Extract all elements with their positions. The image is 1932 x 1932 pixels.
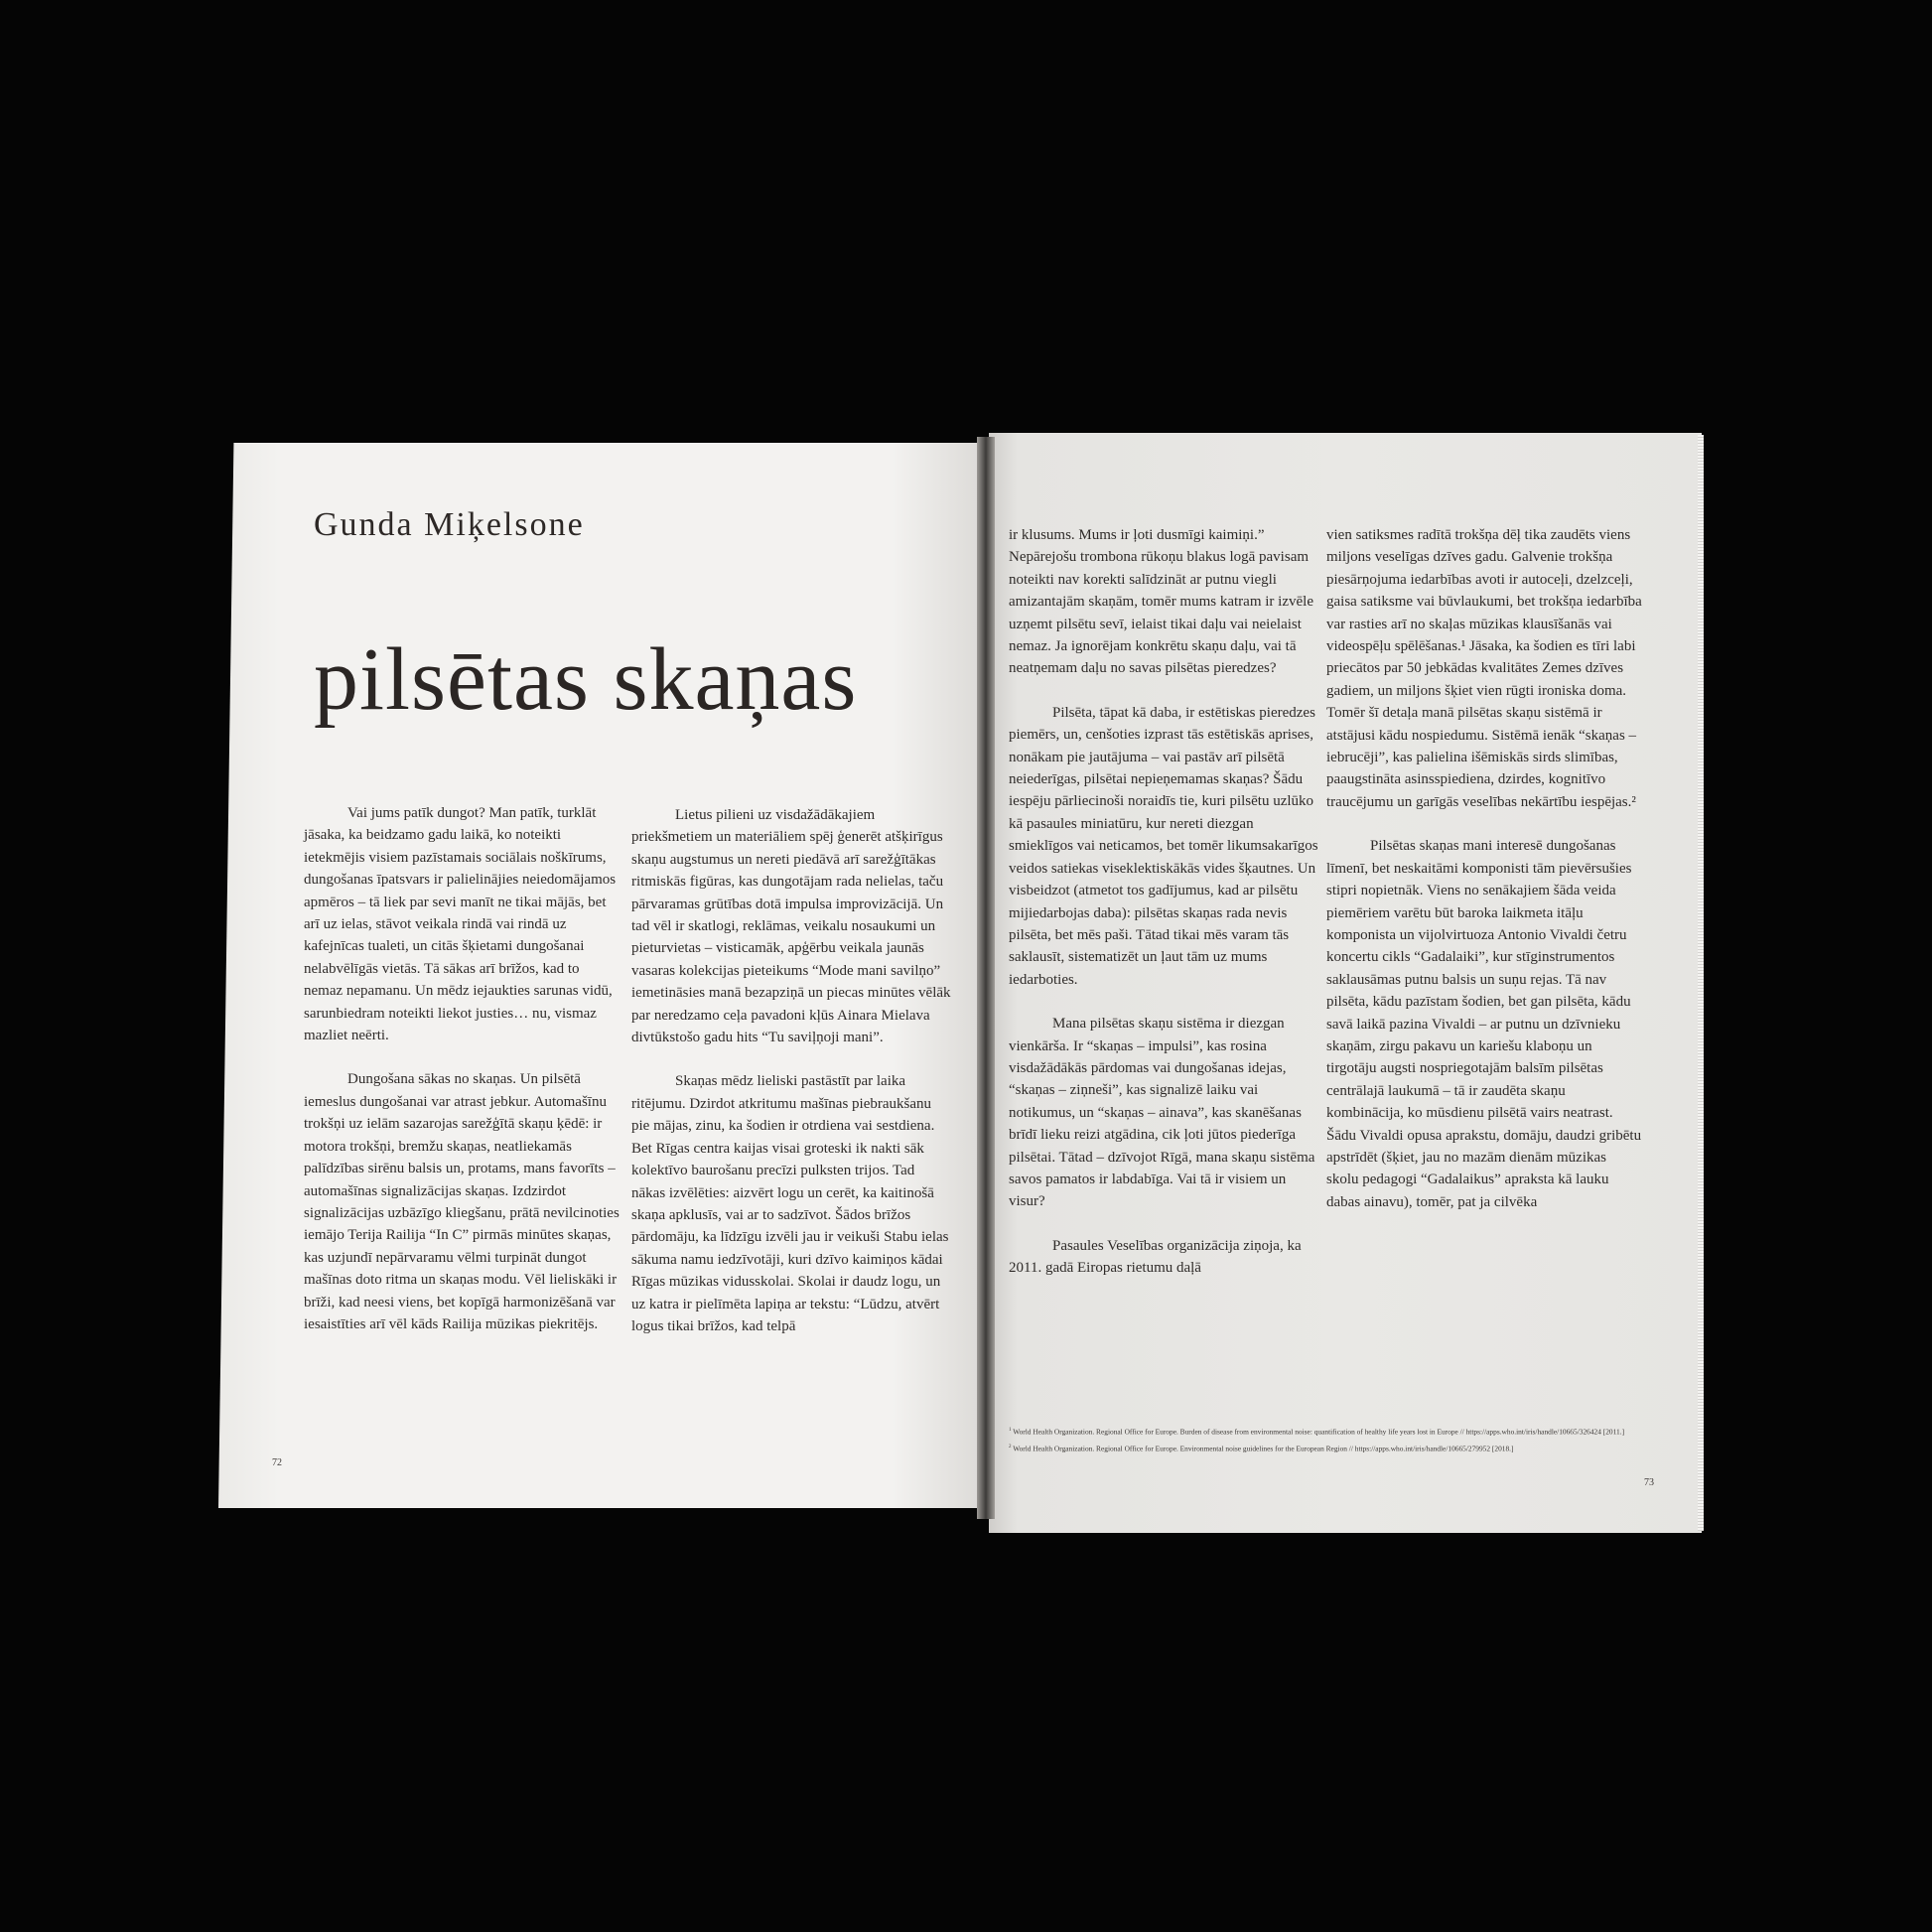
footnotes: [1009, 1426, 1640, 1460]
paragraph: Pilsēta, tāpat kā daba, ir estētiskas pieredzes piemērs, un, cenšoties izprast tās estētiskās aprises, nonākam pie jautājuma – vai pastāv arī pilsētā neiederīgas, pilsētai nepieņemamas skaņas? Šādu iespēju pārliecinoši noraidīs tie, kuri pilsētu uzlūko kā pasaules miniatūru, kur nereti diezgan smieklīgos vai neticamos, bet tomēr likumsakarīgos veidos satiekas viseklektiskākās vides šķautnes. Un visbeidzot (atmetot tos gadījumus, kad ar pilsētu mijiedarbojas daba): pilsētas skaņas rada nevis pilsēta, bet mēs paši. Tātad tikai mēs varam tās saklausīt, sistematizēt un ļaut tām uz mums iedarboties.: [1009, 704, 1318, 988]
paragraph: ir klusums. Mums ir ļoti dusmīgi kaimiņi.” Nepārejošu trombona rūkoņu blakus logā pavisam noteikti nav korekti salīdzināt ar putnu viegli amizantajām skaņām, tomēr mums katram ir izvēle uzņemt pilsētu sevī, ielaist tikai daļu vai neielaist nemaz. Ja ignorējam konkrētu skaņu daļu, vai tā neatņemam daļu no savas pilsētas pieredzes?: [1009, 527, 1313, 677]
paragraph: Dungošana sākas no skaņas. Un pilsētā iemeslus dungošanai var atrast jebkur. Automašīnu trokšņi uz ielām sazarojas sarežģītā skaņu ķēdē: ir motora trokšņi, bremžu skaņas, neatliekamās palīdzības sirēnu balsis un, protams, mans favorīts – automašīnas signalizācijas skaņas. Izdzirdot signalizācijas uzbāzīgo kliegšanu, prātā nevilcinoties iemājo Terija Railija “In C” pirmās minūtes skaņas, kas uzjundī nepārvaramu vēlmi turpināt dungot mašīnas doto ritma un skaņas modu. Vēl lieliskāki ir brīži, kad neesi viens, bet kopīgā harmonizēšanā var iesaistīties arī vēl kāds Railija mūzikas piekritējs.: [304, 1071, 620, 1332]
book-gutter: [977, 437, 995, 1519]
text-column-4: [1326, 524, 1642, 1213]
footnote-mark: 2: [1009, 1445, 1012, 1450]
paragraph: vien satiksmes radītā trokšņa dēļ tika zaudēts viens miljons veselīgas dzīves gadu. Galvenie trokšņa piesārņojuma iedarbības avoti ir autoceļi, dzelzceļi, gaisa satiksme vai būvlaukumi, bet trokšņa iedarbība var rasties arī no skaļas mūzikas klausīšanās vai videospēļu spēlēšanas.¹ Jāsaka, ka šodien es tīri labi priecātos par 50 jebkādas kvalitātes Zemes dzīves gadiem, un miljons šķiet vien rūgti ironiska doma. Tomēr šī detaļa manā pilsētas skaņu sistēmā ir atstājusi kādu nospiedumu. Sistēmā ienāk “skaņas – iebrucēji”, kas palielina išēmiskās sirds slimības, paaugstināta asinsspiediena, dzirdes, kognitīvo traucējumu un garīgās veselības nekārtību iespējas.²: [1326, 527, 1642, 810]
footnote: [1009, 1443, 1640, 1453]
paragraph: Skaņas mēdz lieliski pastāstīt par laika ritējumu. Dzirdot atkritumu mašīnas piebraukšanu pie mājas, zinu, ka šodien ir otrdiena vai sestdiena. Bet Rīgas centra kaijas visai groteski ik nakti sāk kolektīvo baurošanu precīzi pulksten trijos. Tad nākas izvēlēties: aizvērt logu un cerēt, ka kaitinošā skaņa apklusīs, vai ar to sadzīvot. Šādos brīžos pārdomāju, ka līdzīgu izvēli jau ir veikuši Stabu ielas sākuma namu iedzīvotāji, kuri dzīvo kaimiņos kādai Rīgas mūzikas vidusskolai. Skolai ir daudz logu, un uz katra ir pielīmēta lapiņa ar tekstu: “Lūdzu, atvērt logus tikai brīžos, kad telpā: [631, 1073, 949, 1334]
text-column-2: [631, 804, 951, 1337]
page-edge: [1698, 435, 1704, 1531]
footnote-text: World Health Organization. Regional Office for Europe. Burden of disease from environmental noise: quantification of healthy life years lost in Europe // https://apps.who.int/iris/handle/10665/326424 [2011.]: [1013, 1427, 1625, 1437]
paragraph: Vai jums patīk dungot? Man patīk, turklāt jāsaka, ka beidzamo gadu laikā, ko noteikti ietekmējis visiem pazīstamais sociālais noškīrums, dungošanas īpatsvars ir palielinājies neiedomājamos apmēros – tā liek par sevi manīt ne tikai mājās, bet arī uz ielas, stāvot veikala rindā vai rindā uz kafejnīcas tualeti, un citās šķietami dungošanai nelabvēlīgās vietās. Tā sākas arī brīžos, kad to nemaz nepamanu. Un mēdz iejaukties sarunas vidū, sarunbiedram noteikti liekot justies… nu, vismaz mazliet neērti.: [304, 805, 617, 1044]
article-title: pilsētas skaņas: [314, 630, 858, 729]
page-number-left: 72: [272, 1457, 282, 1468]
paragraph: Mana pilsētas skaņu sistēma ir diezgan vienkārša. Ir “skaņas – impulsi”, kas rosina visdažādākās pārdomas vai dungošanas idejas, “skaņas – ziņneši”, kas signalizē laiku vai notikumus, un “skaņas – ainava”, kas skanēšanas brīdī lieku reizi atgādina, cik ļoti jūtos piederīga pilsētai. Tātad – dzīvojot Rīgā, mana skaņu sistēma savos pamatos ir labdabīga. Vai tā ir visiem un visur?: [1009, 1016, 1315, 1210]
page-number-right: 73: [1644, 1477, 1654, 1488]
text-column-1: [304, 802, 621, 1335]
footnote: [1009, 1426, 1640, 1437]
paragraph: Pilsētas skaņas mani interesē dungošanas līmenī, bet neskaitāmi komponisti tām pievērsušies stipri nopietnāk. Viens no senākajiem šāda veida piemēriem varētu būt baroka laikmeta itāļu komponista un vijolvirtuoza Antonio Vivaldi četru koncertu cikls “Gadalaiki”, kur stīginstrumentos saklausāmas putnu balsis un suņu rejas. Tā nav pilsēta, kādu pazīstam šodien, bet gan pilsēta, kādu savā laikā pazina Vivaldi – ar putnu un dzīvnieku skaņām, zirgu pakavu un kariešu klaboņu un tirgotāju augsti nospriegotajām balsīm pilsētas centrālajā laukumā – tā ir zaudēta skaņu kombinācija, ko mūsdienu pilsētā vairs neatrast. Šādu Vivaldi opusa aprakstu, domāju, daudzi gribētu apstrīdēt (šķiet, jau no mazām dienām mūzikas skolu pedagogi “Gadalaikus” apraksta kā lauku dabas ainavu), tomēr, pat ja cilvēka: [1326, 838, 1642, 1210]
footnote-text: World Health Organization. Regional Office for Europe. Environmental noise guidelines for the European Region // https://apps.who.int/iris/handle/10665/279952 [2018.]: [1013, 1444, 1514, 1453]
paragraph: Pasaules Veselības organizācija ziņoja, ka 2011. gadā Eiropas rietumu daļā: [1009, 1237, 1302, 1277]
text-column-3: [1009, 524, 1318, 1280]
footnote-mark: 1: [1009, 1428, 1012, 1433]
paragraph: Lietus pilieni uz visdažādākajiem priekšmetiem un materiāliem spēj ģenerēt atšķirīgus skaņu augstumus un nereti piedāvā arī sarežģītākas ritmiskās figūras, kas dungotājam rada nelielas, taču pārvaramas grūtības dotā impulsa improvizācijā. Un tad vēl ir skatlogi, reklāmas, veikalu nosaukumi un pieturvietas – visticamāk, apģērbu veikala jaunās vasaras kolekcijas pieteikums “Mode mani savilņo” iemetināsies manā bezapziņā un piecas minūtes vēlāk par neredzamo ceļa pavadoni kļūs Ainara Mielava divtūkstošo gadu hits “Tu saviļņoji mani”.: [631, 807, 951, 1046]
article-author: Gunda Miķelsone: [314, 506, 585, 543]
